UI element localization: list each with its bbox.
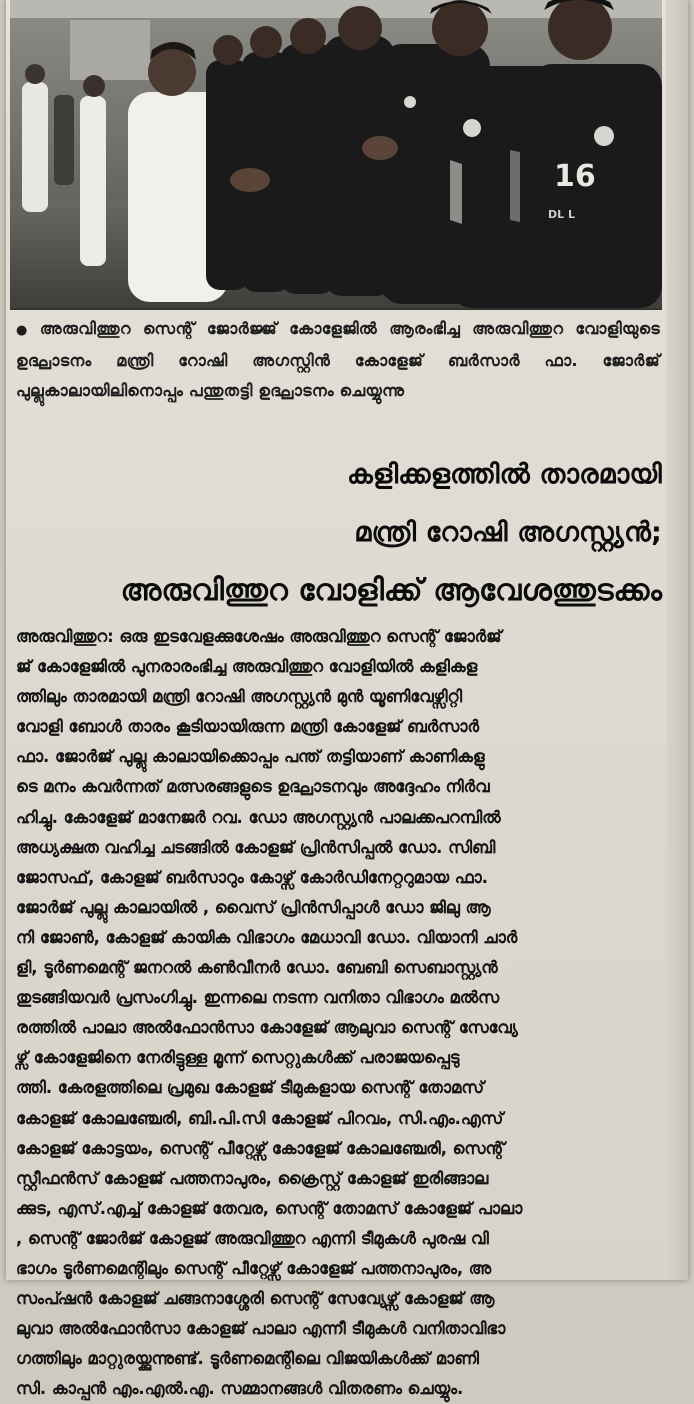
article-line: ഹിച്ചു. കോളേജ് മാനേജർ റവ. ഡോ അഗസ്റ്റ്യൻ പാലക്കപറമ്പിൽ (16, 807, 501, 827)
article-line: ജോസഫ്, കോളജ് ബർസാറും കോഴ്സ് കോർഡിനേറ്ററുമായ ഫാ. (16, 867, 488, 887)
article-line: ഗത്തിലും മാറ്റുരയ്ക്കുന്നുണ്ട്. ടൂർണമെന്റിലെ വിജയികൾക്ക് മാണി (16, 1349, 479, 1369)
article-line: ളി, ടൂർണമെന്റ് ജനറൽ കൺവീനർ ഡോ. ബേബി സെബാസ്റ്റ്യൻ (16, 958, 498, 978)
news-photo (10, 0, 662, 310)
article-line: രത്തിൽ പാലാ അൽഫോൻസാ കോളേജ് ആലുവാ സെന്റ് സേവ്യേ (16, 1018, 518, 1038)
jersey-number: 16 (554, 159, 596, 194)
headline-line-3: അരുവിത്തുറ വോളിക്ക് ആവേശത്തുടക്കം (120, 573, 662, 608)
article-line: വോളി ബോൾ താരം കൂടിയായിരുന്ന മന്ത്രി കോളേജ് ബർസാർ (16, 717, 479, 737)
article-line: കോളജ് കോലഞ്ചേരി, ബി.പി.സി കോളജ് പിറവം, സി.എം.എസ് (16, 1108, 504, 1128)
article-line: ജ് കോളേജിൽ പുനരാരംഭിച്ച അരുവിത്തുറ വോളിയിൽ കളികള (16, 657, 478, 677)
headline-line-1: കളിക്കളത്തിൽ താരമായി (346, 459, 662, 490)
caption-text: അരുവിത്തുറ സെന്റ് ജോർജ്ജ് കോളേജിൽ ആരംഭിച്ച അരുവിത്തുറ വോളിയുടെ ഉദ്ഘാടനം മന്ത്രി റോഷി അഗസ്റ്റിൻ കോളേജ് ബർസാർ ഫാ. ജോർജ് പുല്ലുകാലായിലിനൊപ്പം പന്തുതട്ടി ഉദ്ഘാടനം ചെയ്യുന്നു (16, 319, 660, 400)
article-line: സംപ്ഷൻ കോളജ് ചങ്ങനാശ്ശേരി സെന്റ് സേവ്യേഴ്സ് കോളജ് ആ (16, 1289, 495, 1309)
article-line: സി. കാപ്പൻ എം.എൽ.എ. സമ്മാനങ്ങൾ വിതരണം ചെയ്യും. (16, 1379, 464, 1399)
article-line: ഫാ. ജോർജ് പുല്ലു കാലായിക്കൊപ്പം പന്ത് തട്ടിയാണ് കാണികളു (16, 747, 485, 767)
article-line: , സെന്റ് ജോർജ് കോളജ് അരുവിത്തുറ എന്നി ടീമുകൾ പുരഷ വി (16, 1228, 489, 1248)
article-line: ത്തിലും താരമായി മന്ത്രി റോഷി അഗസ്റ്റ്യൻ മുൻ യൂണിവേഴ്സിറ്റി (16, 687, 463, 707)
article-line: ത്തി. കേരളത്തിലെ പ്രമുഖ കോളജ് ടീമുകളായ സെന്റ് തോമസ് (16, 1078, 484, 1098)
adjacent-column-edge (666, 0, 688, 1280)
volleyball-team-photo (10, 0, 662, 308)
headline (12, 446, 662, 620)
article-line: അരുവിത്തുറ: ഒരു ഇടവേളക്കുശേഷം അരുവിത്തുറ സെന്റ് ജോർജ് (16, 627, 502, 646)
newspaper-page (6, 0, 688, 1399)
article-line: ഭാഗം ടൂർണമെന്റിലും സെന്റ് പീറ്റേഴ്സ് കോളേജ് പത്തനാപുരം, അ (16, 1258, 492, 1278)
article-line: അധ്യക്ഷത വഹിച്ച ചടങ്ങിൽ കോളജ് പ്രിൻസിപ്പൽ ഡോ. സിബി (16, 837, 496, 857)
article-body (16, 622, 662, 1404)
article-line: ക്കുട, എസ്.എച്ച് കോളജ് തേവര, സെന്റ് തോമസ് കോളേജ് പാലാ (16, 1198, 523, 1218)
article-line: സ്റ്റീഫൻസ് കോളജ് പത്തനാപുരം, ക്രൈസ്റ്റ് കോളജ് ഇരിങ്ങാല (16, 1168, 489, 1188)
article-line: ടെ മനം കവർന്നത് മത്സരങ്ങളുടെ ഉദ്ഘാടനവും അദ്ദേഹം നിർവ (16, 777, 490, 797)
headline-line-2: മന്ത്രി റോഷി അഗസ്റ്റ്യൻ; (354, 517, 662, 548)
article-line: കോളജ് കോട്ടയം, സെന്റ് പീറ്റേഴ്സ് കോളേജ് കോലഞ്ചേരി, സെന്റ് (16, 1138, 505, 1158)
photo-caption (16, 314, 660, 406)
article-line: ലുവാ അൽഫോൻസാ കോളജ് പാലാ എന്നീ ടീമുകൾ വനിതാവിഭാ (16, 1319, 506, 1339)
article-line: നി ജോൺ, കോളജ് കായിക വിഭാഗം മേധാവി ഡോ. വിയാനി ചാർ (16, 927, 518, 947)
bullet-icon: ● (16, 323, 34, 338)
article-line: ഴ്സ് കോളേജിനെ നേരിട്ടുള്ള മൂന്ന് സെറ്റുകൾക്ക് പരാജയപ്പെടു (16, 1048, 460, 1068)
jersey-text: DL L (548, 208, 575, 221)
article-line: തുടങ്ങിയവർ പ്രസംഗിച്ചു. ഇന്നലെ നടന്ന വനിതാ വിഭാഗം മൽസ (16, 988, 500, 1008)
article-line: ജോർജ് പുല്ലു കാലായിൽ , വൈസ് പ്രിൻസിപ്പാൾ ഡോ ജിലു ആ (16, 897, 491, 917)
